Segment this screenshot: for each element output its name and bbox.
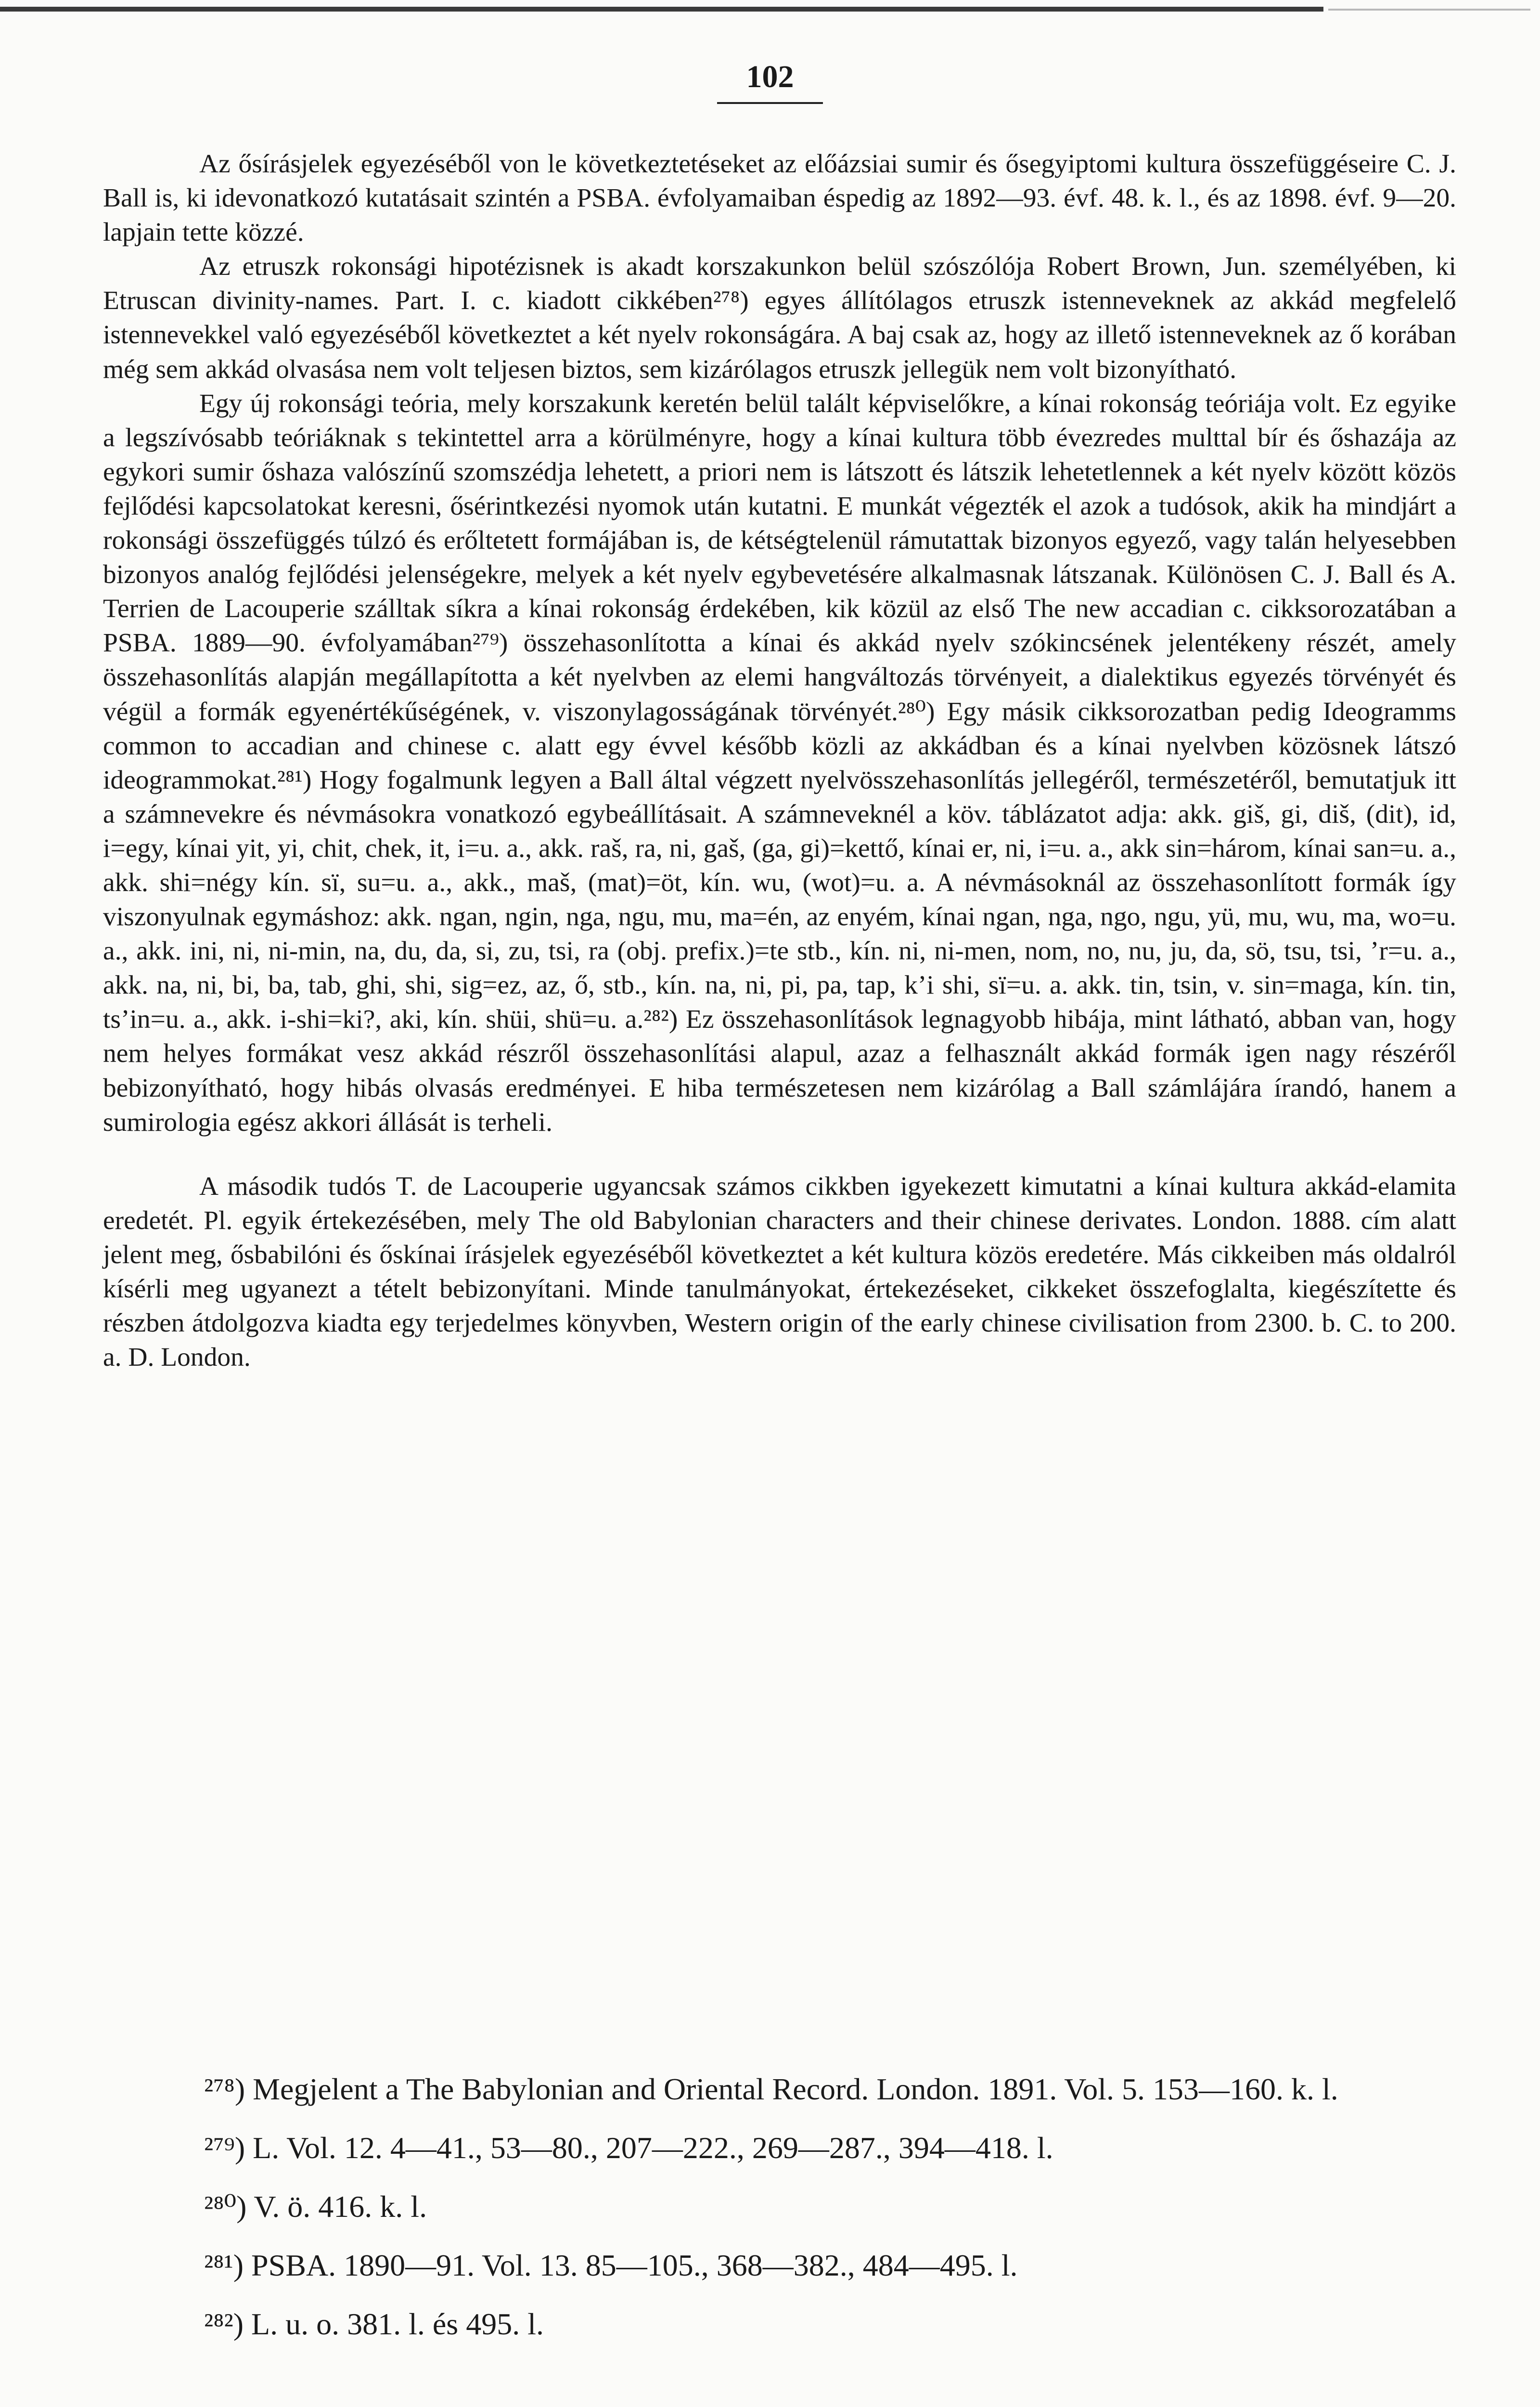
paragraph-4: A második tudós T. de Lacouperie ugyancsak számos cikkben igyekezett kimutatni a kínai kultura akkád-elamita eredetét. Pl. egyik értekezésében, mely The old Babylonian characters and their chinese derivates. London. 1888. cím alatt jelent meg, ősbabilóni és őskínai írásjelek egyezéséből következtet a két kultura közös eredetére. Más cikkeiben más oldalról kísérli meg ugyanezt a tételt bebizonyítani. Minde tanulmányokat, értekezéseket, cikkeket összefoglalta, kiegészítette és részben átdolgozva kiadta egy terjedelmes könyvben, Western origin of the early chinese civilisation from 2300. b. C. to 200. a. D. London. — [103, 1171, 1456, 1372]
footnote-279: ²⁷⁹) L. Vol. 12. 4—41., 53—80., 207—222., 269—287., 394—418. l. — [204, 2131, 1053, 2165]
page-number: 102 — [746, 59, 794, 94]
footnote-278: ²⁷⁸) Megjelent a The Babylonian and Oriental Record. London. 1891. Vol. 5. 153—160. k. l. — [204, 2072, 1338, 2106]
paragraph-1: Az ősírásjelek egyezéséből von le következtetéseket az előázsiai sumir és ősegyiptomi kultura összefüggéseire C. J. Ball is, ki idevonatkozó kutatásait szintén a PSBA. évfolyamaiban éspedig az 1892—93. évf. 48. k. l., és az 1898. évf. 9—20. lapjain tette közzé. — [103, 149, 1456, 247]
top-border-line-faded — [1328, 9, 1530, 11]
footnote-282: ²⁸²) L. u. o. 381. l. és 495. l. — [204, 2307, 544, 2341]
footnote-280: ²⁸⁰) V. ö. 416. k. l. — [204, 2189, 427, 2224]
page-number-underline — [717, 102, 823, 104]
top-border-line — [0, 7, 1323, 12]
paragraph-3: Egy új rokonsági teória, mely korszakunk keretén belül talált képviselőkre, a kínai rokonság teóriája volt. Ez egyike a legszívósabb teóriáknak s tekintettel arra a körülményre, hogy a kínai kultura több évezredes multtal bír és őshazája az egykori sumir őshaza valószínű szomszédja lehetett, a priori nem is látszott és látszik lehetetlennek a két nyelv között közös fejlődési kapcsolatokat keresni, ősérintkezési nyomok után kutatni. E munkát végezték el azok a tudósok, akik ha mindjárt a rokonsági összefüggés túlzó és erőltetett formájában is, de kétségtelenül rámutattak bizonyos egyező, vagy talán helyesebben bizonyos analóg fejlődési jelenségekre, melyek a két nyelv egybevetésére alkalmasnak látszanak. Különösen C. J. Ball és A. Terrien de Lacouperie szálltak síkra a kínai rokonság érdekében, kik közül az első The new accadian c. cikksorozatában a PSBA. 1889—90. évfolyamában²⁷⁹) összehasonlította a kínai és akkád nyelv szókincsének jelentékeny részét, amely összehasonlítás alapján megállapította a két nyelvben az elemi hangváltozás törvényeit, a dialektikus egyezés törvényét és végül a formák egyenértékűségének, v. viszonylagosságának törvényét.²⁸⁰) Egy másik cikksorozatban pedig Ideogramms common to accadian and chinese c. alatt egy évvel később közli az akkádban és a kínai nyelvben közösnek látszó ideogrammokat.²⁸¹) Hogy fogalmunk legyen a Ball által végzett nyelvösszehasonlítás jellegéről, természetéről, bemutatjuk itt a számnevekre és névmásokra vonatkozó egybeállításait. A számneveknél a köv. táblázatot adja: akk. giš, gi, diš, (dit), id, i=egy, kínai yit, yi, chit, chek, it, i=u. a., akk. raš, ra, ni, gaš, (ga, gi)=kettő, kínai er, ni, i=u. a., akk sin=három, kínai san=u. a., akk. shi=négy kín. sï, su=u. a., akk., maš, (mat)=öt, kín. wu, (wot)=u. a. A névmásoknál az összehasonlított formák így viszonyulnak egymáshoz: akk. ngan, ngin, nga, ngu, mu, ma=én, az enyém, kínai ngan, nga, ngo, ngu, yü, mu, wu, ma, wo=u. a., akk. ini, ni, ni-min, na, du, da, si, zu, tsi, ra (obj. prefix.)=te stb., kín. ni, ni-men, nom, no, nu, ju, da, sö, tsu, tsi, ’r=u. a., akk. na, ni, bi, ba, tab, ghi, shi, sig=ez, az, ő, stb., kín. na, ni, pi, pa, tap, k’i shi, sï=u. a. akk. tin, tsin, v. sin=maga, kín. tin, ts’in=u. a., akk. i-shi=ki?, aki, kín. shüi, shü=u. a.²⁸²) Ez összehasonlítások legnagyobb hibája, mint látható, abban van, hogy nem helyes formákat vesz akkád részről összehasonlítási alapul, azaz a felhasznált akkád formák igen nagy részéről bebizonyítható, hogy hibás olvasás eredményei. E hiba természetesen nem kizárólag a Ball számlájára írandó, hanem a sumirologia egész akkori állását is terheli. — [103, 388, 1456, 1137]
footnote-281: ²⁸¹) PSBA. 1890—91. Vol. 13. 85—105., 368—382., 484—495. l. — [204, 2248, 1018, 2282]
body-text — [103, 147, 1456, 1374]
paragraph-2: Az etruszk rokonsági hipotézisnek is akadt korszakunkon belül szószólója Robert Brown, Jun. személyében, ki Etruscan divinity-names. Part. I. c. kiadott cikkében²⁷⁸) egyes állítólagos etruszk istenneveknek az akkád megfelelő istennevekkel való egyezéséből következtet a két nyelv rokonságára. A baj csak az, hogy az illető istenneveknek az ő korában még sem akkád olvasása nem volt teljesen biztos, sem kizárólagos etruszk jellegük nem volt bizonyítható. — [103, 252, 1456, 384]
footnotes — [103, 2065, 1456, 2348]
